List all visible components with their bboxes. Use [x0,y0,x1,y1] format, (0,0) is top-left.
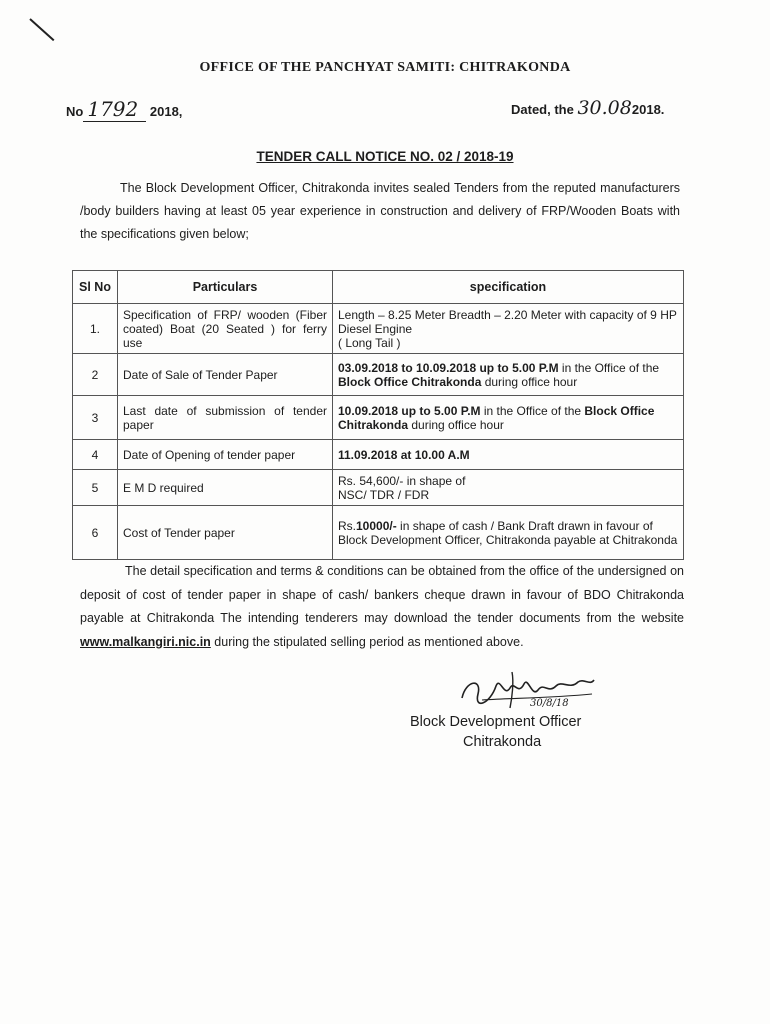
row-particulars: E M D required [118,470,333,506]
closing-text: The detail specification and terms & conditions can be obtained from the office of the undersigned on deposit of cost of tender paper in shape of cash/ bankers cheque drawn in favour of BDO Chitrakonda payable at Chitrakonda The intending tenderers may download the tender documents from the website [80,564,684,625]
row-specification: 11.09.2018 at 10.00 A.M [333,440,684,470]
table-row [73,304,684,354]
row-sl: 3 [73,396,118,440]
corner-pen-mark [29,18,54,41]
spec-bold-text: Block Office Chitrakonda [338,374,482,389]
office-title: OFFICE OF THE PANCHYAT SAMITI: CHITRAKONDA [199,60,571,75]
row-sl: 4 [73,440,118,470]
row-specification [333,304,684,354]
row-specification [333,506,684,560]
spec-text: Length – 8.25 Meter Breadth – 2.20 Meter with capacity of 9 HP Diesel Engine [338,307,677,336]
spec-text: in shape of cash / Bank Draft drawn in favour of Block Development Officer, Chitrakonda payable at Chitrakonda [338,518,678,547]
reference-number-value: 1792 [83,97,146,122]
spec-text: in the Office of the [480,403,585,418]
row-sl: 6 [73,506,118,560]
row-sl: 1. [73,304,118,354]
table-header-row [73,271,684,304]
table-row [73,354,684,396]
tender-cost-amount: 10000/- [356,518,397,533]
spec-bold-text: 03.09.2018 to 10.09.2018 up to 5.00 P.M [338,360,559,375]
row-specification [333,354,684,396]
notice-date [511,97,664,119]
handwritten-signature [452,668,602,712]
signatory-title: Block Development Officer [410,714,582,730]
spec-text: Rs. [338,518,356,533]
spec-text: during office hour [481,374,578,389]
reference-number-year: 2018, [149,104,183,119]
spec-bold-text: Block Office Chitrakonda [338,403,655,432]
reference-number-label: No [66,104,84,119]
intro-paragraph: The Block Development Officer, Chitrakonda invites sealed Tenders from the reputed manufacturers /body builders having at least 05 year experience in construction and delivery of FRP/Wooden Boats with the specifications given below; [80,181,680,241]
signature-date: 30/8/18 [530,698,569,709]
spec-text: in the Office of the [558,360,660,375]
row-particulars: Last date of submission of tender paper [118,396,333,440]
header-specification: specification [333,271,684,304]
spec-text: during office hour [408,417,504,432]
row-particulars: Specification of FRP/ wooden (Fiber coated) Boat (20 Seated ) for ferry use [118,304,333,354]
closing-text: during the stipulated selling period as mentioned above. [210,634,524,649]
row-specification [333,470,684,506]
row-particulars: Date of Opening of tender paper [118,440,333,470]
website-link[interactable]: www.malkangiri.nic.in [80,634,211,649]
notice-date-year: 2018. [631,102,665,117]
table-row [73,396,684,440]
spec-text: Rs. 54,600/- in shape of [338,473,466,488]
header-particulars: Particulars [118,271,333,304]
closing-paragraph [80,560,684,654]
notice-date-label: Dated, the [511,102,574,117]
row-specification [333,396,684,440]
row-particulars: Date of Sale of Tender Paper [118,354,333,396]
spec-text: NSC/ TDR / FDR [338,487,430,502]
table-row [73,506,684,560]
row-sl: 5 [73,470,118,506]
row-particulars: Cost of Tender paper [118,506,333,560]
signatory-block [410,712,581,752]
header-sl-no: Sl No [73,271,118,304]
spec-bold-text: 10.09.2018 up to 5.00 P.M [338,403,481,418]
table-row [73,440,684,470]
table-row [73,470,684,506]
notice-date-value: 30.08 [577,97,632,119]
spec-text: ( Long Tail ) [338,335,401,350]
notice-title: TENDER CALL NOTICE NO. 02 / 2018-19 [256,149,514,164]
tender-table [72,270,684,560]
reference-number [66,97,182,121]
signatory-place: Chitrakonda [463,734,542,750]
row-sl: 2 [73,354,118,396]
